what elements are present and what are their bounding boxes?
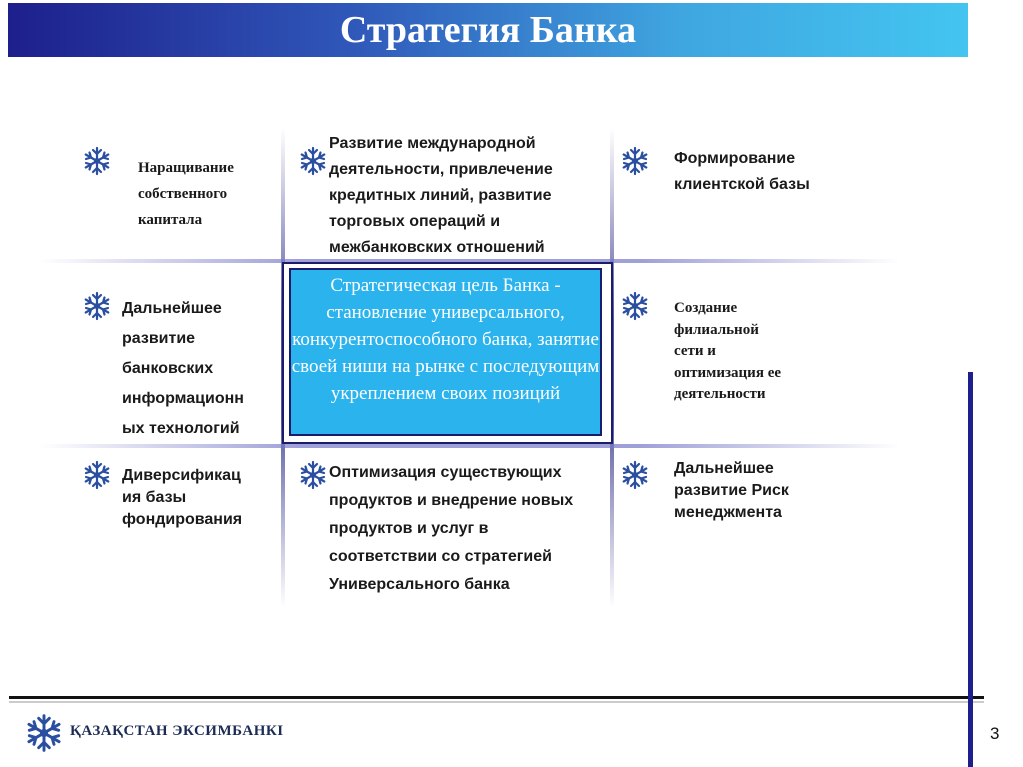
cell-line: продуктов и внедрение новых bbox=[329, 492, 574, 509]
cell-line: информационн bbox=[122, 390, 244, 407]
snowflake-icon bbox=[298, 460, 328, 490]
cell-line: Наращивание bbox=[138, 160, 234, 176]
cell-line: развитие bbox=[122, 330, 196, 347]
cell-line: Универсального банка bbox=[329, 576, 510, 593]
cell-line: фондирования bbox=[122, 511, 243, 528]
page-number: 3 bbox=[990, 724, 1000, 743]
cell-line: Оптимизация существующих bbox=[329, 464, 562, 481]
snowflake-icon bbox=[620, 146, 650, 176]
cell-bottom-center bbox=[329, 459, 573, 599]
snowflake-icon bbox=[620, 460, 650, 490]
cell-line: филиальной bbox=[674, 321, 759, 338]
cell-mid-right bbox=[674, 298, 781, 406]
cell-line: Дальнейшее bbox=[122, 300, 222, 317]
snowflake-icon bbox=[82, 460, 112, 490]
cell-line: Диверсификац bbox=[122, 467, 241, 484]
footer-divider-shadow bbox=[9, 701, 984, 703]
cell-mid-left bbox=[122, 294, 244, 444]
cell-line: Развитие международной bbox=[329, 135, 536, 152]
cell-line: капитала bbox=[138, 212, 203, 228]
cell-top-right bbox=[674, 146, 810, 198]
cell-line: ых технологий bbox=[122, 420, 240, 437]
cell-line: деятельности, привлечение bbox=[329, 161, 553, 178]
cell-line: деятельности bbox=[674, 386, 766, 402]
cell-line: торговых операций и bbox=[329, 213, 501, 230]
cell-line: соответствии со стратегией bbox=[329, 548, 552, 565]
cell-line: банковских bbox=[122, 360, 214, 377]
snowflake-icon bbox=[82, 291, 112, 321]
cell-line: собственного bbox=[138, 186, 228, 202]
cell-line: кредитных линий, развитие bbox=[329, 187, 552, 204]
right-accent-bar bbox=[968, 372, 973, 767]
cell-line: оптимизация ее bbox=[674, 364, 782, 381]
cell-line: сети и bbox=[674, 343, 716, 359]
cell-line: продуктов и услуг в bbox=[329, 520, 489, 537]
grid-horizontal-bottom bbox=[40, 444, 900, 448]
snowflake-icon bbox=[620, 291, 650, 321]
cell-line: Создание bbox=[674, 300, 738, 316]
snowflake-icon bbox=[298, 146, 328, 176]
cell-line: Формирование bbox=[674, 150, 796, 167]
cell-line: развитие Риск bbox=[674, 482, 789, 499]
cell-line: межбанковских отношений bbox=[329, 239, 545, 256]
cell-line: ия базы bbox=[122, 489, 187, 506]
center-goal-text: Стратегическая цель Банка - становление универсального, конкурентоспособного банка, занятие своей ниши на рынке с последующим укреплением своих позиций bbox=[291, 275, 600, 404]
bank-logo-text: ҚАЗАҚСТАН ЭКСИМБАНКІ bbox=[70, 723, 284, 739]
snowflake-logo-icon bbox=[24, 713, 64, 753]
cell-line: Дальнейшее bbox=[674, 460, 774, 477]
page-title: Стратегия Банка bbox=[339, 9, 637, 51]
cell-line: клиентской базы bbox=[674, 176, 810, 193]
cell-line: менеджмента bbox=[674, 504, 782, 521]
cell-top-center bbox=[329, 131, 553, 261]
cell-bottom-left bbox=[122, 465, 242, 531]
footer-divider bbox=[9, 696, 984, 699]
cell-bottom-right bbox=[674, 458, 789, 524]
snowflake-icon bbox=[82, 146, 112, 176]
cell-top-left bbox=[138, 155, 234, 233]
